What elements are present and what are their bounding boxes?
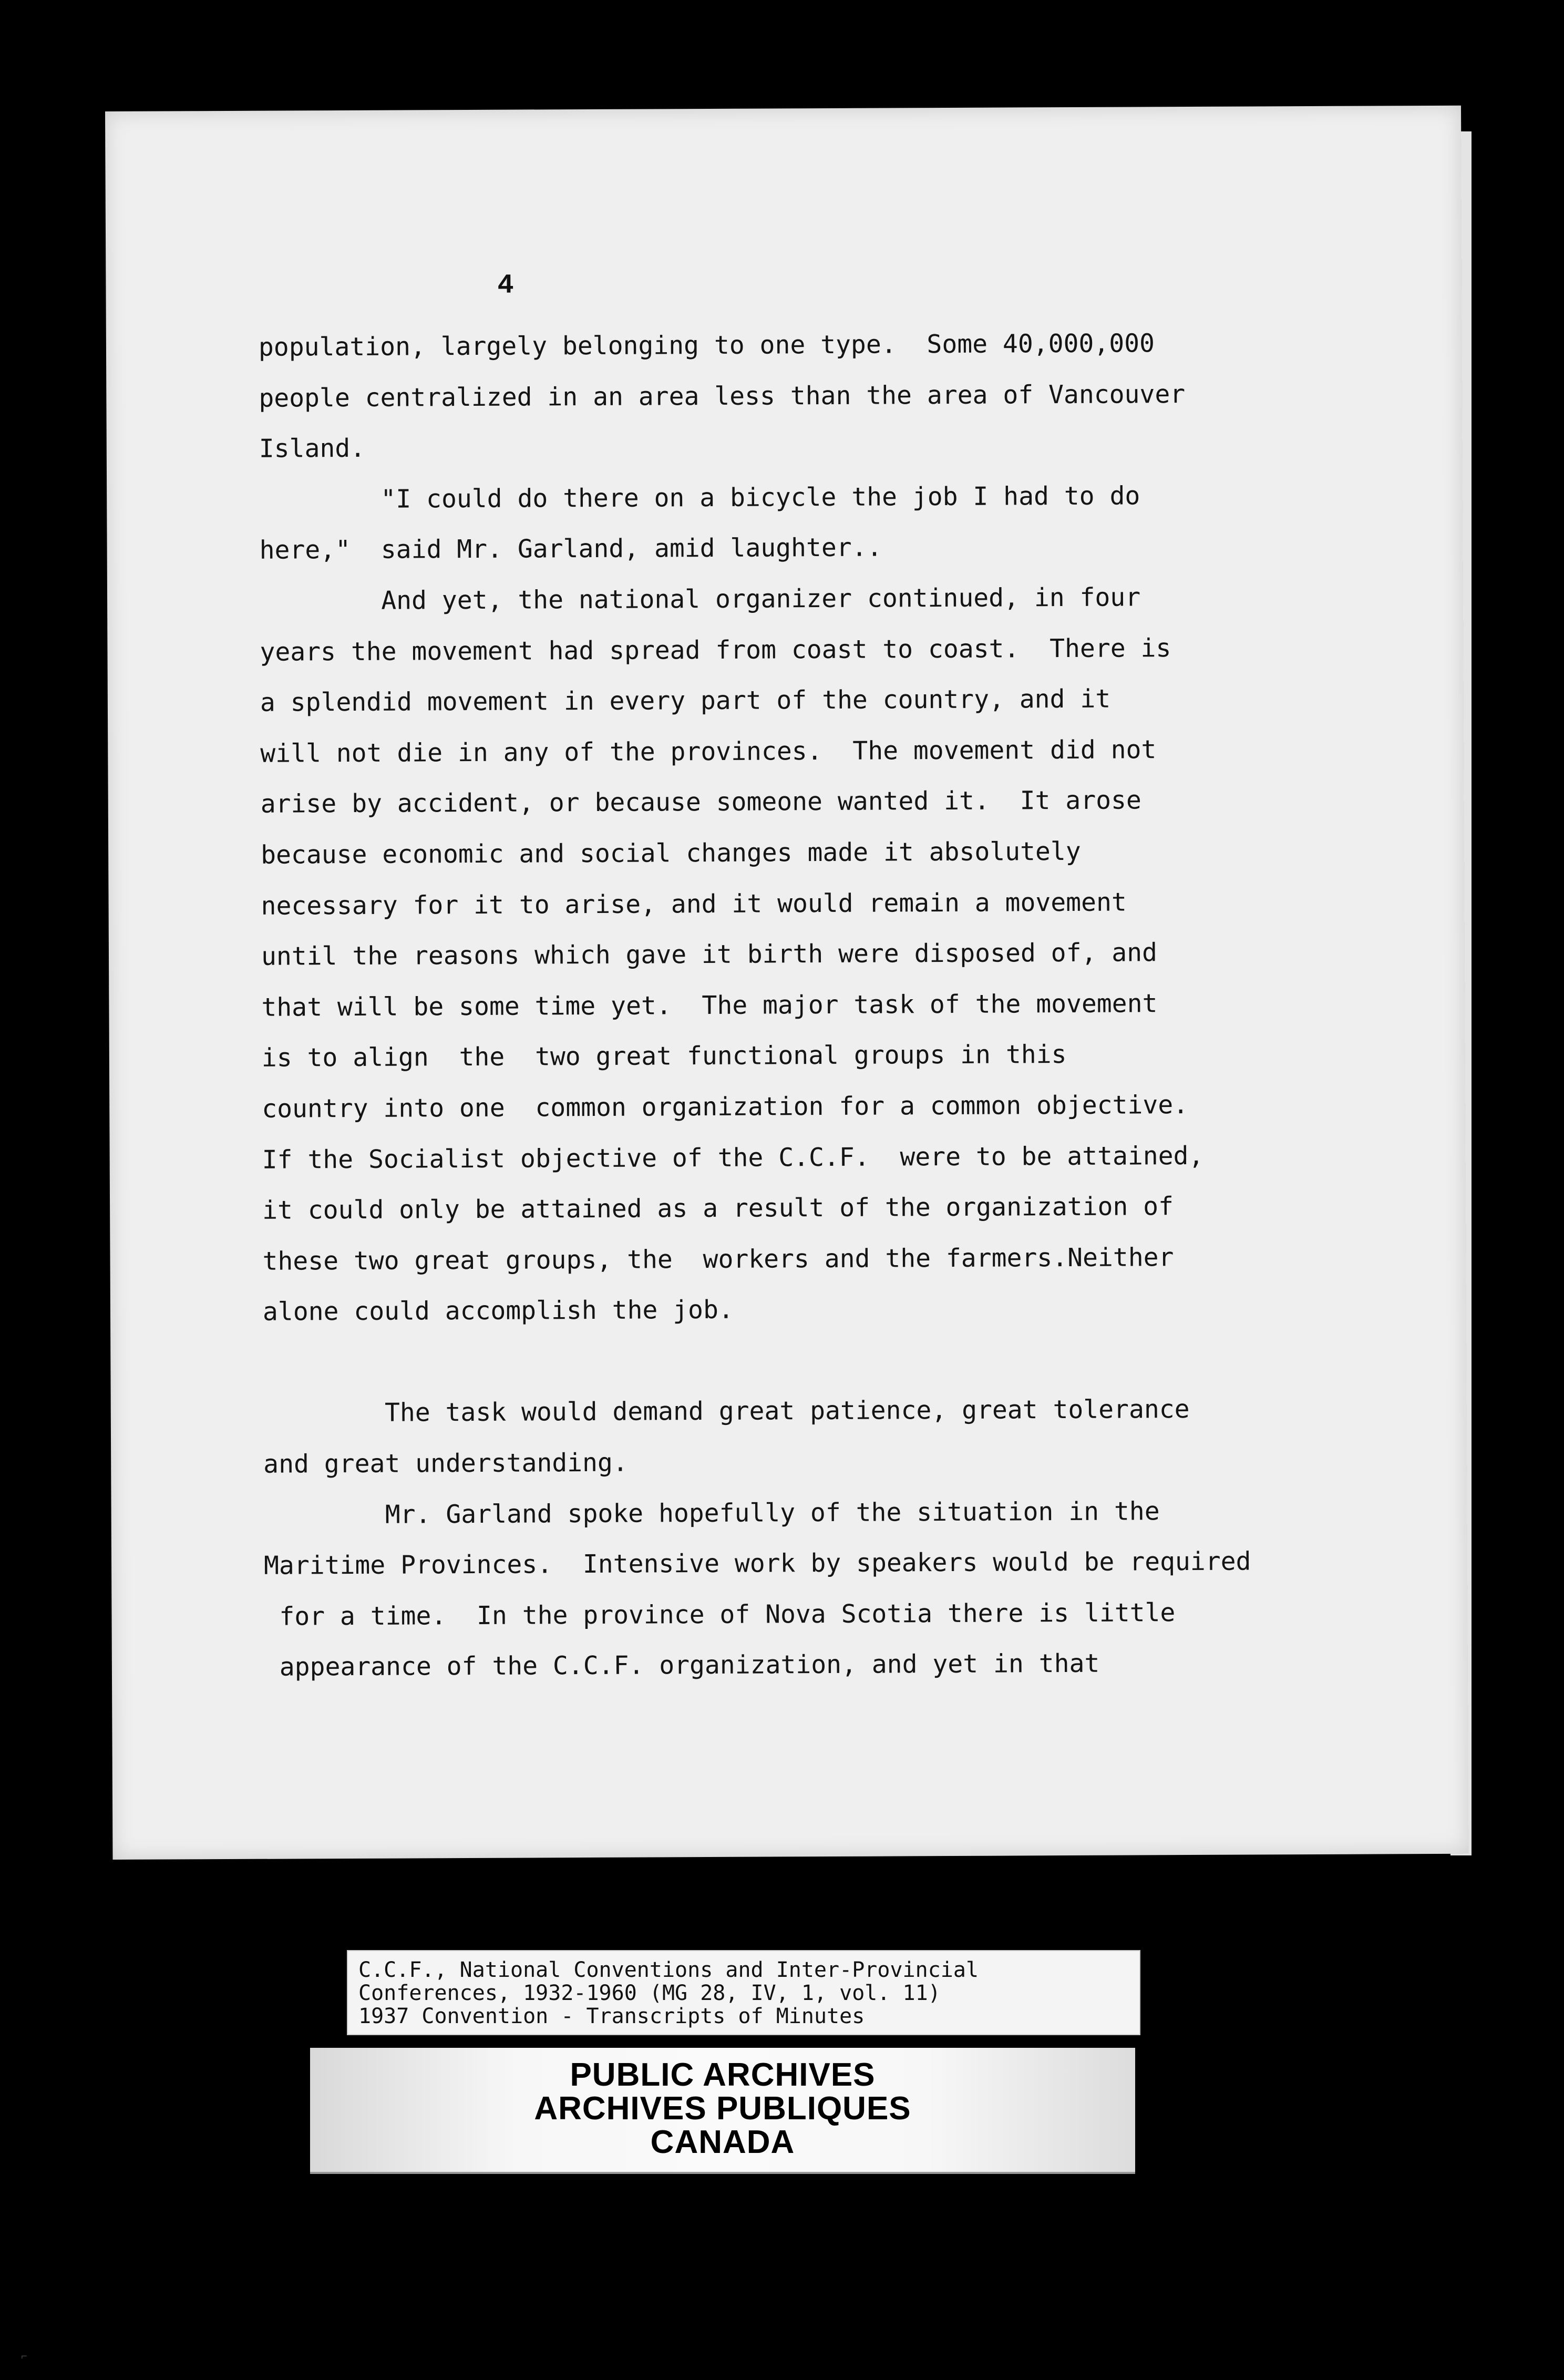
text-line: years the movement had spread from coast to coast. There is <box>260 633 1171 667</box>
text-line: appearance of the C.C.F. organization, and yet in that <box>264 1649 1100 1683</box>
text-line: Maritime Provinces. Intensive work by speakers would be required <box>263 1546 1251 1581</box>
text-line: The task would demand great patience, great tolerance <box>263 1394 1190 1429</box>
text-line: If the Socialist objective of the C.C.F. were to be attained, <box>262 1141 1204 1175</box>
text-line: arise by accident, or because someone wanted it. It arose <box>260 785 1141 819</box>
text-line: is to align the two great functional groups in this <box>261 1040 1067 1073</box>
text-line: a splendid movement in every part of the country, and it <box>260 684 1111 717</box>
text-line: "I could do there on a bicycle the job I had to do <box>259 481 1140 515</box>
text-line: alone could accomplish the job. <box>262 1295 734 1327</box>
text-line: because economic and social changes made it absolutely <box>261 836 1081 870</box>
text-line: and great understanding. <box>263 1448 628 1479</box>
label-line: 1937 Convention - Transcripts of Minutes <box>358 2004 865 2028</box>
archive-reference-label <box>347 1950 1140 2035</box>
typewritten-page <box>105 106 1468 1860</box>
label-line: Conferences, 1932-1960 (MG 28, IV, 1, vol. 11) <box>358 1981 941 2005</box>
stamp-line: CANADA <box>650 2124 795 2160</box>
archive-stamp <box>310 2048 1135 2174</box>
text-line: And yet, the national organizer continued, in four <box>259 582 1141 616</box>
text-line: for a time. In the province of Nova Scotia there is little <box>264 1597 1176 1632</box>
text-line: necessary for it to arise, and it would remain a movement <box>261 887 1127 921</box>
text-line: population, largely belonging to one type. Some 40,000,000 <box>258 329 1155 362</box>
stamp-line: ARCHIVES PUBLIQUES <box>534 2090 911 2127</box>
label-line: C.C.F., National Conventions and Inter-Provincial <box>358 1958 979 1982</box>
text-line: here," said Mr. Garland, amid laughter.. <box>259 532 882 566</box>
text-line: until the reasons which gave it birth were disposed of, and <box>261 938 1158 971</box>
page-number: 4 <box>497 270 514 301</box>
text-line: that will be some time yet. The major task of the movement <box>261 988 1158 1022</box>
text-line: these two great groups, the workers and the farmers.Neither <box>262 1242 1174 1276</box>
stamp-line: PUBLIC ARCHIVES <box>570 2057 876 2093</box>
scan-corner-mark: ⌐ <box>21 2351 28 2363</box>
text-line: people centralized in an area less than the area of Vancouver <box>259 379 1186 413</box>
text-line: Island. <box>259 434 366 464</box>
text-line: it could only be attained as a result of the organization of <box>262 1192 1174 1225</box>
text-line: country into one common organization for a common objective. <box>262 1090 1189 1124</box>
typed-text <box>259 317 1368 1693</box>
text-line: Mr. Garland spoke hopefully of the situation in the <box>263 1496 1160 1530</box>
text-line: will not die in any of the provinces. The movement did not <box>260 735 1157 768</box>
